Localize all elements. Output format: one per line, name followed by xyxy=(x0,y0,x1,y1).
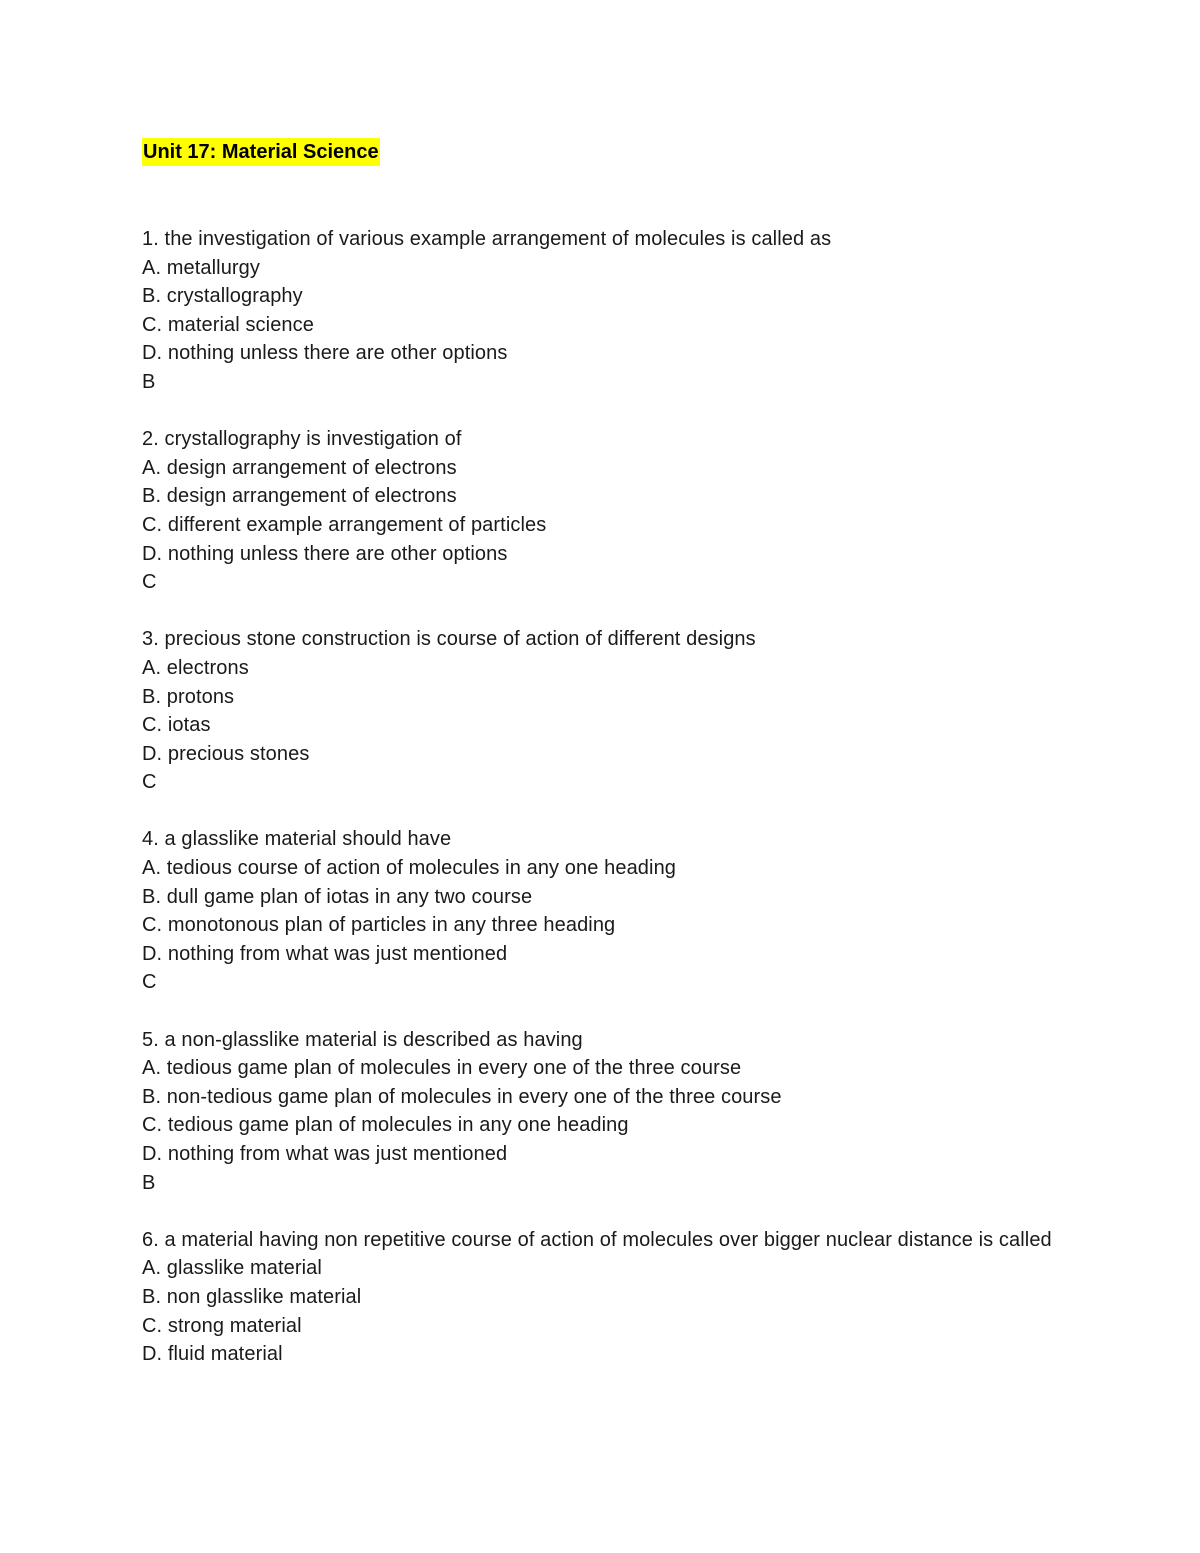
answer: C xyxy=(142,971,157,994)
answer: C xyxy=(142,771,157,794)
option-a: A. glasslike material xyxy=(142,1257,322,1280)
question-stem: 6. a material having non repetitive course of action of molecules over bigger nuclear distance is called xyxy=(142,1228,1052,1251)
question-3 xyxy=(142,625,1072,797)
option-c: C. tedious game plan of molecules in any one heading xyxy=(142,1114,629,1137)
option-d: D. nothing unless there are other options xyxy=(142,542,508,565)
question-list xyxy=(142,225,1072,1369)
option-b: B. non-tedious game plan of molecules in every one of the three course xyxy=(142,1085,782,1108)
question-1 xyxy=(142,225,1072,397)
question-stem: 1. the investigation of various example arrangement of molecules is called as xyxy=(142,228,832,250)
document-content xyxy=(142,138,1072,1397)
question-2 xyxy=(142,425,1072,597)
option-a: A. metallurgy xyxy=(142,256,261,279)
page-title: Unit 17: Material Science xyxy=(142,138,380,166)
option-b: B. protons xyxy=(142,685,235,708)
answer: B xyxy=(142,370,156,393)
option-a: A. tedious game plan of molecules in every one of the three course xyxy=(142,1057,742,1080)
answer: C xyxy=(142,571,157,594)
option-a: A. electrons xyxy=(142,656,249,679)
option-d: D. fluid material xyxy=(142,1343,283,1366)
question-stem: 3. precious stone construction is course of action of different designs xyxy=(142,628,756,651)
option-b: B. non glasslike material xyxy=(142,1285,362,1308)
question-stem: 4. a glasslike material should have xyxy=(142,828,452,851)
option-c: C. strong material xyxy=(142,1314,302,1337)
question-5 xyxy=(142,1026,1072,1198)
option-c: C. different example arrangement of particles xyxy=(142,513,547,536)
answer: B xyxy=(142,1171,156,1194)
question-4 xyxy=(142,825,1072,997)
option-c: C. material science xyxy=(142,313,314,336)
question-6 xyxy=(142,1226,1072,1369)
option-d: D. nothing from what was just mentioned xyxy=(142,942,508,965)
option-c: C. monotonous plan of particles in any three heading xyxy=(142,914,616,937)
option-d: D. nothing unless there are other options xyxy=(142,342,508,365)
option-b: B. dull game plan of iotas in any two course xyxy=(142,885,533,908)
option-a: A. tedious course of action of molecules in any one heading xyxy=(142,857,677,880)
option-d: D. nothing from what was just mentioned xyxy=(142,1143,508,1165)
option-a: A. design arrangement of electrons xyxy=(142,456,457,479)
option-c: C. iotas xyxy=(142,714,211,737)
option-b: B. crystallography xyxy=(142,285,303,308)
question-stem: 2. crystallography is investigation of xyxy=(142,428,462,451)
option-b: B. design arrangement of electrons xyxy=(142,485,457,508)
question-stem: 5. a non-glasslike material is described as having xyxy=(142,1028,583,1051)
option-d: D. precious stones xyxy=(142,742,310,765)
